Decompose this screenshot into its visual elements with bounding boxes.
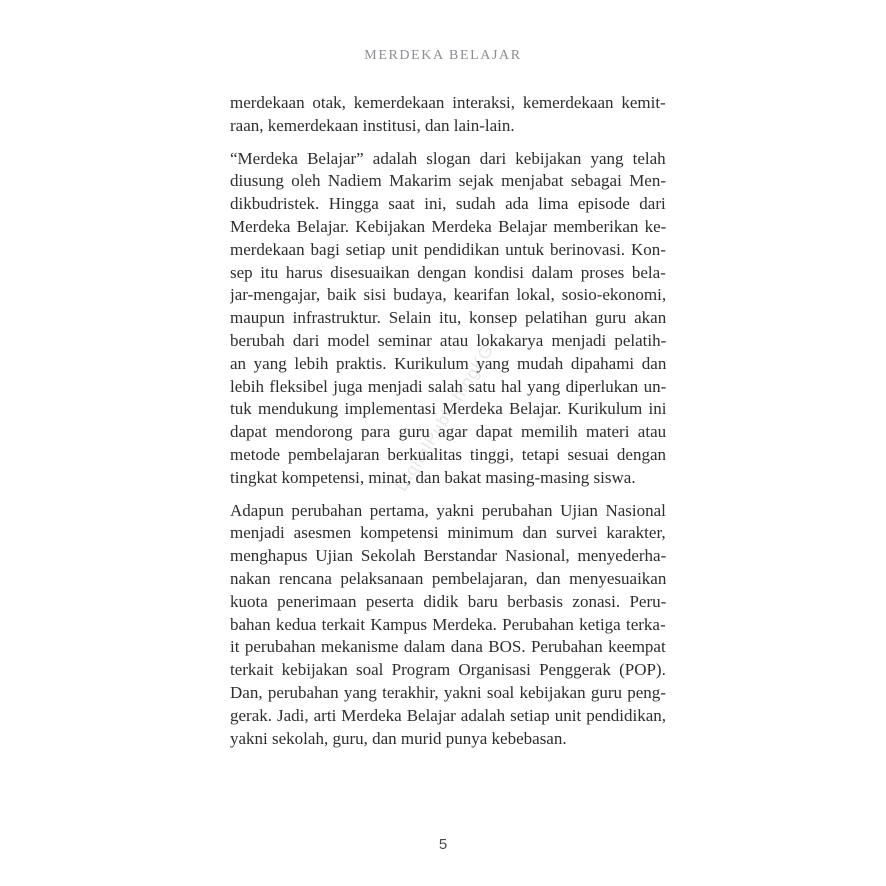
text-line: Dan, perubahan yang terakhir, yakni soal kebijakan guru peng- [230, 682, 666, 702]
text-line: bahan kedua terkait Kampus Merdeka. Perubahan ketiga terka- [230, 614, 666, 634]
text-line: raan, kemerdekaan institusi, dan lain-lain. [230, 115, 515, 135]
text-line: jar-mengajar, baik sisi budaya, kearifan lokal, sosio-ekonomi, [230, 285, 666, 305]
text-line: maupun infrastruktur. Selain itu, konsep pelatihan guru akan [230, 308, 666, 328]
watermark-text: DigitalPublishingKG [391, 340, 498, 495]
text-line: Merdeka Belajar. Kebijakan Merdeka Belajar memberikan ke- [230, 216, 666, 236]
text-line: merdekaan bagi setiap unit pendidikan untuk berinovasi. Kon- [230, 239, 666, 259]
paragraph [230, 500, 666, 751]
text-line: nakan rencana pelaksanaan pembelajaran, dan menyesuaikan [230, 568, 666, 588]
text-line: dapat mendorong para guru agar dapat memilih materi atau [230, 422, 666, 442]
text-line: lebih fleksibel juga menjadi salah satu hal yang diperlukan un- [230, 376, 666, 396]
text-line: menjadi asesmen kompetensi minimum dan survei karakter, [230, 523, 666, 543]
text-line: Adapun perubahan pertama, yakni perubahan Ujian Nasional [230, 500, 666, 520]
text-line: dikbudristek. Hingga saat ini, sudah ada lima episode dari [230, 194, 666, 214]
text-line: kuota penerimaan peserta didik baru berbasis zonasi. Peru- [230, 591, 666, 611]
text-line: tuk mendukung implementasi Merdeka Belajar. Kurikulum ini [230, 399, 666, 419]
text-line: “Merdeka Belajar” adalah slogan dari kebijakan yang telah [230, 148, 666, 168]
text-line: an yang lebih praktis. Kurikulum yang mudah dipahami dan [230, 353, 666, 373]
running-header: MERDEKA BELAJAR [364, 48, 522, 63]
text-line: yakni sekolah, guru, dan murid punya kebebasan. [230, 728, 567, 748]
text-line: merdekaan otak, kemerdekaan interaksi, kemerdekaan kemit- [230, 93, 666, 112]
text-line: diusung oleh Nadiem Makarim sejak menjabat sebagai Men- [230, 171, 666, 191]
text-line: gerak. Jadi, arti Merdeka Belajar adalah setiap unit pendidikan, [230, 705, 666, 725]
text-line: tingkat kompetensi, minat, dan bakat masing-masing siswa. [230, 467, 636, 487]
text-line: it perubahan mekanisme dalam dana BOS. Perubahan keempat [230, 637, 666, 657]
page-number: 5 [438, 836, 448, 853]
text-line: menghapus Ujian Sekolah Berstandar Nasional, menyederha- [230, 546, 666, 566]
text-line: metode pembelajaran berkualitas tinggi, tetapi sesuai dengan [230, 444, 666, 464]
text-line: berubah dari model seminar atau lokakarya menjadi pelatih- [230, 330, 666, 350]
paragraph [230, 148, 666, 490]
text-line: sep itu harus disesuaikan dengan kondisi dalam proses bela- [230, 262, 666, 282]
paragraph [230, 92, 666, 138]
text-line: terkait kebijakan soal Program Organisasi Penggerak (POP). [230, 660, 666, 680]
body-text [230, 92, 666, 760]
